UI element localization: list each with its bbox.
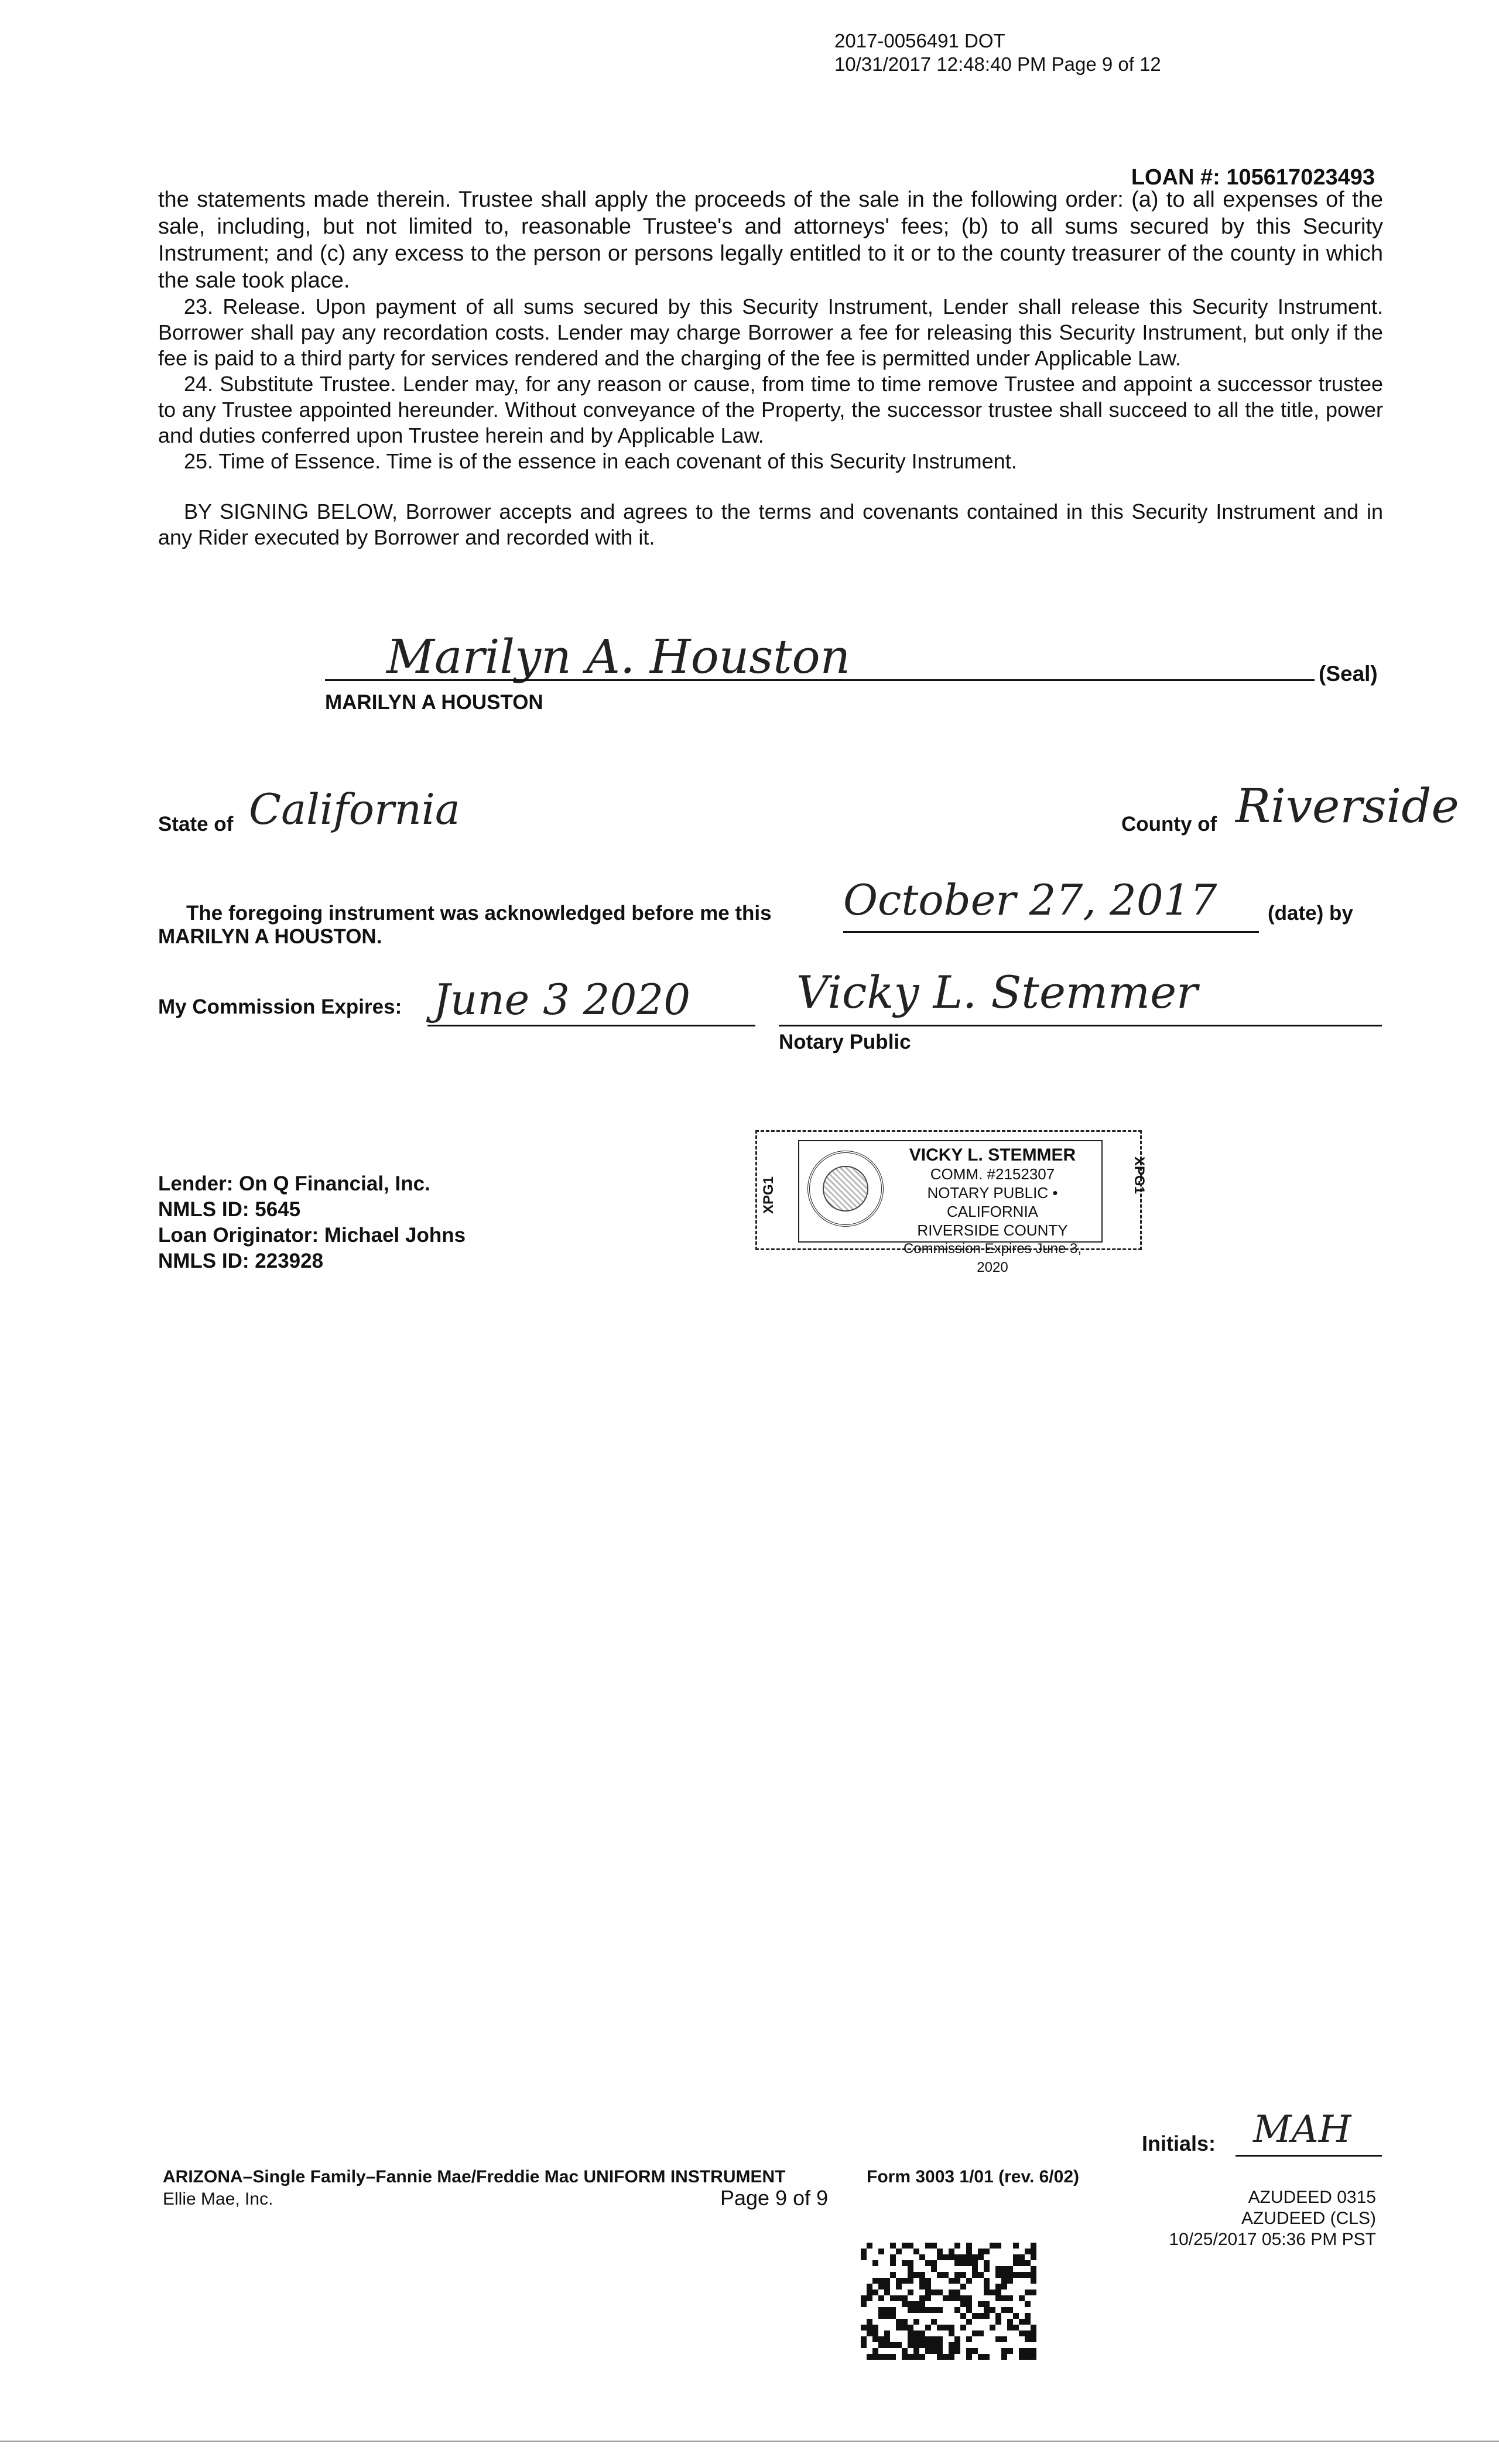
commission-label: My Commission Expires: — [158, 995, 402, 1018]
paragraph-release: 23. Release. Upon payment of all sums secured by this Security Instrument, Lender shall release this Security Instrument. Borrower shall pay any recordation costs. Lender may charge Borrower a fee for releasing this Security Instrument, but only if the fee is paid to a third party for services rendered and the charging of the fee is permitted under Applicable Law. — [158, 295, 1383, 370]
initials-label: Initials: — [1142, 2131, 1216, 2155]
page-number: Page 9 of 9 — [720, 2186, 829, 2210]
recording-header — [834, 29, 1161, 76]
notary-signature-line — [779, 1025, 1382, 1026]
stamp-frame — [798, 1140, 1103, 1275]
acknowledged-party: MARILYN A HOUSTON. — [158, 925, 382, 948]
paragraph-signing-statement: BY SIGNING BELOW, Borrower accepts and agrees to the terms and covenants contained in this Security Instrument and in any Rider executed by Borrower and recorded with it. — [158, 499, 1383, 549]
originator-nmls: NMLS ID: 223928 — [158, 1250, 324, 1272]
bottom-rule — [0, 2441, 1499, 2442]
stamp-title: NOTARY PUBLIC • CALIFORNIA — [927, 1184, 1058, 1220]
state-label: State of — [158, 813, 234, 836]
document-body — [158, 186, 1383, 550]
acknowledgment-text: The foregoing instrument was acknowledged before me this — [186, 902, 772, 925]
vendor-name: Ellie Mae, Inc. — [163, 2189, 273, 2209]
loan-originator: Loan Originator: Michael Johns — [158, 1224, 466, 1247]
stamp-side-code-left: XPG1 — [761, 1176, 776, 1214]
footer-codes — [1169, 2187, 1376, 2250]
footer-code-2: AZUDEED (CLS) — [1241, 2209, 1376, 2228]
stamp-side-code-right: XPG1 — [1131, 1156, 1147, 1195]
recording-timestamp: 10/31/2017 12:48:40 PM Page 9 of 12 — [834, 53, 1161, 75]
footer-code-3: 10/25/2017 05:36 PM PST — [1169, 2230, 1376, 2249]
commission-value: June 3 2020 — [433, 975, 691, 1024]
paragraph-sale-proceeds: the statements made therein. Trustee shall apply the proceeds of the sale in the following order: (a) to all expenses of the sale, including, but not limited to, reasonable Trustee's and attorneys' fees; (b) to all sums secured by this Security Instrument; and (c) any excess to the person or persons legally entitled to it or to the county treasurer of the county in which the sale took place. — [158, 187, 1383, 293]
borrower-signature-line — [325, 679, 1315, 681]
notary-label: Notary Public — [779, 1031, 911, 1053]
lender-name: Lender: On Q Financial, Inc. — [158, 1172, 430, 1195]
commission-line — [427, 1025, 755, 1026]
footer-code-1: AZUDEED 0315 — [1248, 2188, 1376, 2207]
form-title: ARIZONA–Single Family–Fannie Mae/Freddie Mac UNIFORM INSTRUMENT — [163, 2167, 786, 2186]
county-value: Riverside — [1236, 779, 1459, 833]
form-number: Form 3003 1/01 (rev. 6/02) — [867, 2167, 1079, 2186]
california-seal-icon — [807, 1151, 884, 1227]
paragraph-substitute-trustee: 24. Substitute Trustee. Lender may, for any reason or cause, from time to time remove Trustee and appoint a successor trustee to any Trustee appointed hereunder. Without conveyance of the Property, the successor trustee shall succeed to all the title, power and duties conferred upon Trustee herein and by Applicable Law. — [158, 372, 1383, 447]
paragraph-time-of-essence: 25. Time of Essence. Time is of the essence in each covenant of this Security Instrument. — [184, 449, 1017, 473]
date-line — [843, 931, 1259, 933]
stamp-notary-name: VICKY L. STEMMER — [909, 1145, 1076, 1165]
stamp-text — [887, 1146, 1098, 1277]
notary-signature: Vicky L. Stemmer — [796, 966, 1198, 1018]
borrower-name: MARILYN A HOUSTON — [325, 691, 543, 714]
loan-number: LOAN #: 105617023493 — [1131, 165, 1375, 190]
acknowledgment-date: October 27, 2017 — [843, 875, 1217, 925]
barcode-icon — [861, 2243, 1036, 2360]
document-id: 2017-0056491 DOT — [834, 30, 1005, 52]
initials-line — [1236, 2155, 1382, 2157]
borrower-signature: Marilyn A. Houston — [386, 629, 851, 684]
initials-value: MAH — [1253, 2108, 1351, 2151]
lender-info — [158, 1171, 466, 1274]
county-label: County of — [1121, 813, 1217, 836]
acknowledgment-suffix: (date) by — [1268, 902, 1353, 925]
stamp-county: RIVERSIDE COUNTY — [917, 1221, 1068, 1239]
lender-nmls: NMLS ID: 5645 — [158, 1198, 301, 1221]
seal-label: (Seal) — [1319, 662, 1378, 686]
stamp-expiry: Commission Expires June 3, 2020 — [903, 1241, 1082, 1275]
notary-stamp — [755, 1130, 1147, 1275]
state-value: California — [249, 785, 460, 834]
stamp-commission-number: COMM. #2152307 — [930, 1165, 1055, 1183]
